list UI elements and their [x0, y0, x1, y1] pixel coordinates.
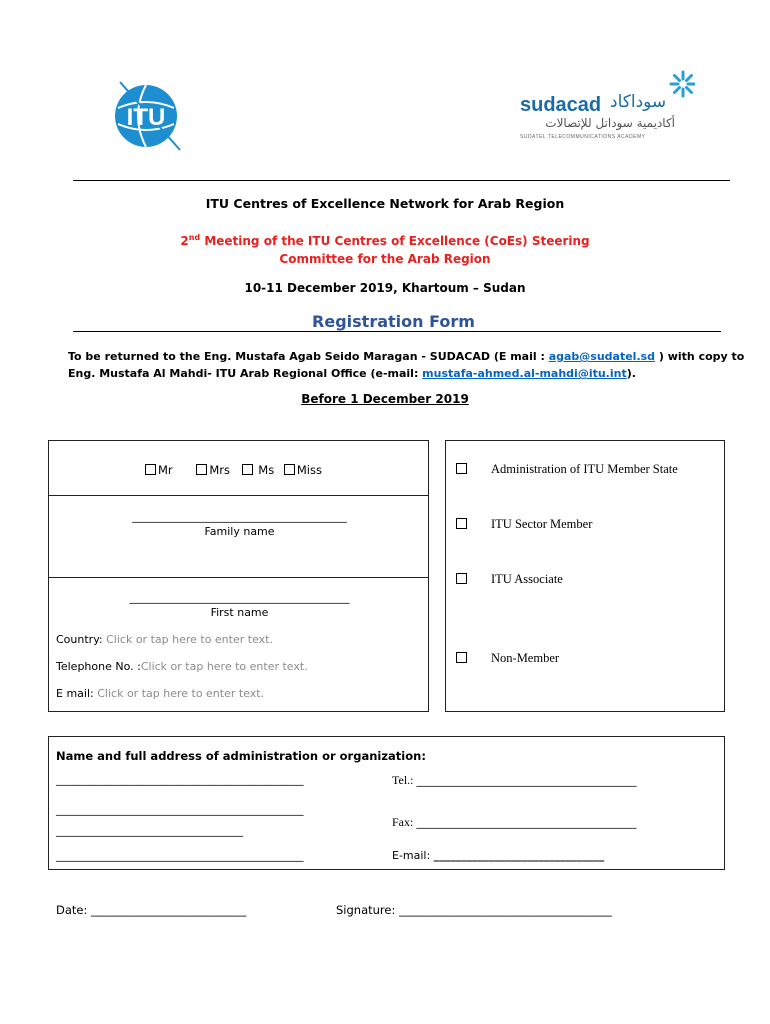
checkbox-icon[interactable]	[196, 464, 207, 475]
sudacad-arabic-wordmark: سوداكاد	[610, 92, 667, 112]
divider	[49, 495, 428, 496]
checkbox-icon[interactable]	[284, 464, 295, 475]
checkbox-icon[interactable]	[242, 464, 253, 475]
address-line-1[interactable]: _____________________________________________	[56, 773, 304, 786]
personal-info-box	[48, 440, 429, 712]
checkbox-icon[interactable]	[456, 652, 467, 663]
checkbox-icon[interactable]	[456, 518, 467, 529]
sudacad-wordmark: sudacad	[520, 94, 602, 116]
membership-option-sector[interactable]: ITU Sector Member	[456, 517, 592, 532]
sudacad-arabic-subtitle: أكاديمية سوداتل للإتصالات	[545, 116, 675, 130]
tel-field[interactable]: Tel.: ________________________________________	[392, 773, 637, 787]
signature-input[interactable]: _____________________________________	[399, 903, 612, 917]
meeting-date-place: 10-11 December 2019, Khartoum – Sudan	[244, 281, 526, 295]
telephone-input[interactable]: Click or tap here to enter text.	[140, 660, 308, 673]
checkbox-icon[interactable]	[145, 464, 156, 475]
address-line-3[interactable]: __________________________________	[56, 824, 243, 837]
membership-option-associate[interactable]: ITU Associate	[456, 572, 563, 587]
address-email-field[interactable]: E-mail: _______________________________	[392, 849, 605, 862]
title-option-mr[interactable]: Mr	[145, 463, 173, 477]
deadline: Before 1 December 2019	[301, 392, 469, 406]
instructions: To be returned to the Eng. Mustafa Agab Seido Maragan - SUDACAD (E mail : agab@sudatel.sd ) with copy to Eng. Mustafa Al Mahdi- ITU Arab Regional Office (e-mail: mustafa-ahmed.al-mahdi@itu.int).	[68, 350, 745, 380]
header-rule	[73, 180, 730, 181]
email-input[interactable]: Click or tap here to enter text.	[93, 687, 265, 700]
signature-field[interactable]: Signature: _____________________________________	[336, 903, 612, 917]
sudacad-caption: SUDATEL TELECOMMUNICATIONS ACADEMY	[520, 134, 646, 140]
title-option-mrs[interactable]: Mrs	[196, 463, 230, 477]
title-option-ms[interactable]: Ms	[242, 463, 275, 477]
country-input[interactable]: Click or tap here to enter text.	[102, 633, 273, 646]
title-option-miss[interactable]: Miss	[284, 463, 322, 477]
title-options	[145, 463, 322, 477]
divider	[49, 577, 428, 578]
address-email-input[interactable]: _______________________________	[433, 849, 605, 862]
address-box	[48, 736, 725, 870]
address-line-2[interactable]: _____________________________________________	[56, 803, 304, 816]
svg-text:ITU: ITU	[126, 104, 166, 131]
first-name-field[interactable]: ________________________________________ First name	[129, 591, 350, 619]
membership-box	[445, 440, 725, 712]
address-line-4[interactable]: _____________________________________________	[56, 849, 304, 862]
email-link-itu[interactable]: mustafa-ahmed.al-mahdi@itu.int	[422, 367, 627, 380]
membership-option-admin[interactable]: Administration of ITU Member State	[456, 462, 678, 477]
page-title: ITU Centres of Excellence Network for Arab Region	[205, 196, 565, 211]
email-field[interactable]: E mail: Click or tap here to enter text.	[56, 687, 265, 700]
itu-logo	[110, 78, 190, 154]
date-field[interactable]: Date: ___________________________	[56, 903, 247, 917]
checkbox-icon[interactable]	[456, 573, 467, 584]
form-title: Registration Form	[312, 312, 475, 331]
address-heading: Name and full address of administration or organization:	[56, 749, 426, 763]
sudacad-logo	[515, 70, 695, 145]
form-title-rule	[73, 331, 721, 332]
country-field[interactable]: Country: Click or tap here to enter text.	[56, 633, 273, 646]
tel-input[interactable]: ________________________________________	[416, 774, 637, 787]
fax-input[interactable]: ________________________________________	[416, 816, 637, 829]
email-link-sudacad[interactable]: agab@sudatel.sd	[548, 350, 656, 363]
meeting-title: 2nd Meeting of the ITU Centres of Excellence (CoEs) Steering Committee for the Arab Region	[180, 233, 590, 266]
fax-field[interactable]: Fax: ________________________________________	[392, 815, 637, 829]
family-name-field[interactable]: _______________________________________ Family name	[132, 510, 347, 538]
date-input[interactable]: ___________________________	[91, 903, 247, 917]
checkbox-icon[interactable]	[456, 463, 467, 474]
membership-option-nonmember[interactable]: Non-Member	[456, 651, 559, 666]
telephone-field[interactable]: Telephone No. :Click or tap here to enter text.	[56, 660, 308, 673]
